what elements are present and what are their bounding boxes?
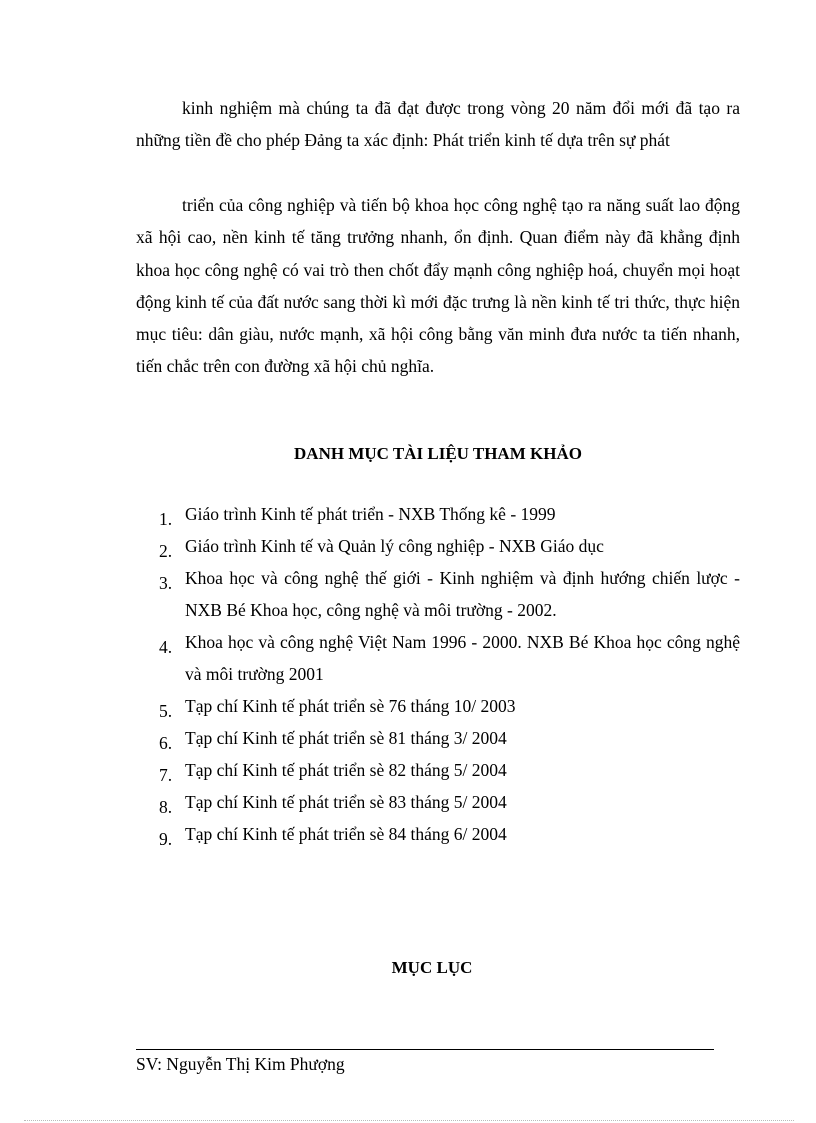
paragraph-1-text: kinh nghiệm mà chúng ta đã đạt được trong vòng 20 năm đổi mới đã tạo ra những tiền đề cho phép Đảng ta xác định: Phát triển kinh tế dựa trên sự phát	[136, 98, 740, 151]
reference-number: 6.	[159, 733, 173, 753]
reference-item	[136, 690, 740, 722]
body-paragraph-2	[136, 189, 740, 383]
references-list	[136, 498, 740, 850]
reference-number: 8.	[159, 797, 173, 817]
table-of-contents-heading: MỤC LỤC	[391, 958, 473, 977]
reference-item	[136, 786, 740, 818]
reference-item	[136, 818, 740, 850]
reference-number: 1.	[159, 509, 173, 529]
reference-number: 4.	[159, 637, 173, 657]
reference-number: 5.	[159, 701, 173, 721]
reference-text: Khoa học và công nghệ thế giới - Kinh nghiệm và định hướng chiến lược - NXB Bé Khoa học, công nghệ và môi trường - 2002.	[185, 568, 740, 620]
reference-item	[136, 498, 740, 530]
reference-text: Giáo trình Kinh tế phát triển - NXB Thống kê - 1999	[185, 504, 556, 524]
reference-item	[136, 754, 740, 786]
reference-text: Tạp chí Kinh tế phát triển sè 82 tháng 5/ 2004	[185, 760, 507, 780]
reference-item	[136, 530, 740, 562]
reference-text: Tạp chí Kinh tế phát triển sè 84 tháng 6/ 2004	[185, 824, 507, 844]
footer-divider	[136, 1049, 714, 1050]
reference-number: 7.	[159, 765, 173, 785]
reference-text: Tạp chí Kinh tế phát triển sè 81 tháng 3/ 2004	[185, 728, 507, 748]
reference-number: 3.	[159, 573, 173, 593]
reference-text: Tạp chí Kinh tế phát triển sè 76 tháng 10/ 2003	[185, 696, 516, 716]
reference-text: Giáo trình Kinh tế và Quản lý công nghiệp - NXB Giáo dục	[185, 536, 604, 556]
paragraph-2-text: triển của công nghiệp và tiến bộ khoa học công nghệ tạo ra năng suất lao động xã hội cao, nền kinh tế tăng trưởng nhanh, ổn định. Quan điểm này đã khẳng định khoa học công nghệ có vai trò then chốt đẩy mạnh công nghiệp hoá, chuyển mọi hoạt động kinh tế của đất nước sang thời kì mới đặc trưng là nền kinh tế tri thức, thực hiện mục tiêu: dân giàu, nước mạnh, xã hội công bằng văn minh đưa nước ta tiến nhanh, tiến chắc trên con đường xã hội chủ nghĩa.	[136, 195, 740, 377]
reference-number: 2.	[159, 541, 173, 561]
body-paragraph-1	[136, 92, 740, 157]
reference-item	[136, 626, 740, 690]
reference-item	[136, 722, 740, 754]
page-bottom-border	[24, 1120, 794, 1121]
references-heading: DANH MỤC TÀI LIỆU THAM KHẢO	[294, 444, 582, 463]
reference-text: Tạp chí Kinh tế phát triển sè 83 tháng 5/ 2004	[185, 792, 507, 812]
reference-text: Khoa học và công nghệ Việt Nam 1996 - 2000. NXB Bé Khoa học công nghệ và môi trường 2001	[185, 632, 740, 684]
footer-author: SV: Nguyễn Thị Kim Phượng	[136, 1054, 345, 1074]
reference-item	[136, 562, 740, 626]
reference-number: 9.	[159, 829, 173, 849]
